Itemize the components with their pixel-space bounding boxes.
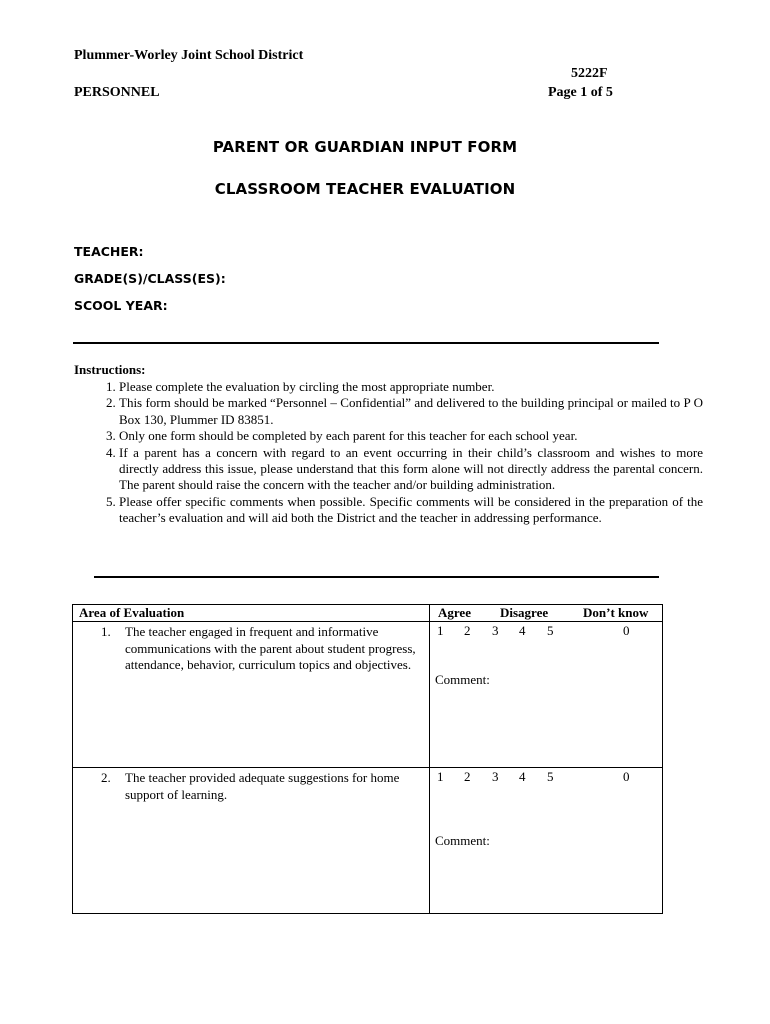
rating-option-2[interactable]: 2 <box>464 769 471 784</box>
rating-scale <box>430 768 662 786</box>
rating-header <box>430 605 663 622</box>
item-number: 1. <box>101 624 111 639</box>
instructions-list <box>74 379 703 527</box>
evaluation-item-cell <box>73 622 430 768</box>
school-year-field-label: SCOOL YEAR: <box>74 298 168 313</box>
section-divider-top <box>73 342 659 344</box>
area-of-evaluation-header: Area of Evaluation <box>73 605 430 622</box>
rating-option-1[interactable]: 1 <box>437 769 444 784</box>
disagree-header: Disagree <box>500 605 549 620</box>
rating-option-dont-know[interactable]: 0 <box>623 623 630 638</box>
rating-option-dont-know[interactable]: 0 <box>623 769 630 784</box>
rating-cell <box>430 622 663 768</box>
rating-option-5[interactable]: 5 <box>547 623 554 638</box>
instruction-item: 3. Only one form should be completed by each parent for this teacher for each school year. <box>119 428 703 444</box>
page-number: Page 1 of 5 <box>548 85 613 100</box>
comment-label[interactable]: Comment: <box>435 833 490 848</box>
instruction-item: 5. Please offer specific comments when possible. Specific comments will be considered in the preparation of the teacher’s evaluation and will aid both the District and the teacher in addressing performance. <box>119 494 703 527</box>
department-label: PERSONNEL <box>74 85 160 100</box>
section-divider-bottom <box>94 576 659 578</box>
item-number: 2. <box>101 770 111 785</box>
table-row <box>73 622 663 768</box>
rating-option-4[interactable]: 4 <box>519 623 526 638</box>
agree-header: Agree <box>438 605 471 620</box>
comment-label[interactable]: Comment: <box>435 672 490 687</box>
table-row <box>73 768 663 914</box>
evaluation-item-cell <box>73 768 430 914</box>
rating-option-5[interactable]: 5 <box>547 769 554 784</box>
instruction-item: 2. This form should be marked “Personnel – Confidential” and delivered to the building principal or mailed to P O Box 130, Plummer ID 83851. <box>119 395 703 428</box>
rating-option-1[interactable]: 1 <box>437 623 444 638</box>
form-subtitle: CLASSROOM TEACHER EVALUATION <box>214 180 516 198</box>
instruction-item: 1. Please complete the evaluation by circling the most appropriate number. <box>119 379 703 395</box>
item-text: The teacher engaged in frequent and informative communications with the parent about student progress, attendance, behavior, curriculum topics and objectives. <box>125 624 416 672</box>
instruction-item: 4. If a parent has a concern with regard to an event occurring in their child’s classroom and wishes to more directly address this issue, please understand that this form alone will not directly address the parental concern. The parent should raise the concern with the teacher and/or building administration. <box>119 445 703 494</box>
dont-know-header: Don’t know <box>583 605 649 620</box>
rating-option-2[interactable]: 2 <box>464 623 471 638</box>
table-header-row <box>73 605 663 622</box>
policy-number: 5222F <box>571 66 608 81</box>
item-text: The teacher provided adequate suggestions for home support of learning. <box>125 770 400 802</box>
rating-option-3[interactable]: 3 <box>492 623 499 638</box>
rating-option-4[interactable]: 4 <box>519 769 526 784</box>
rating-cell <box>430 768 663 914</box>
grades-field-label: GRADE(S)/CLASS(ES): <box>74 271 226 286</box>
rating-scale <box>430 622 662 640</box>
district-name: Plummer-Worley Joint School District <box>74 48 304 63</box>
evaluation-table <box>72 604 663 914</box>
rating-option-3[interactable]: 3 <box>492 769 499 784</box>
instructions-heading: Instructions: <box>74 362 146 377</box>
form-title: PARENT OR GUARDIAN INPUT FORM <box>212 138 518 156</box>
teacher-field-label: TEACHER: <box>74 244 144 259</box>
